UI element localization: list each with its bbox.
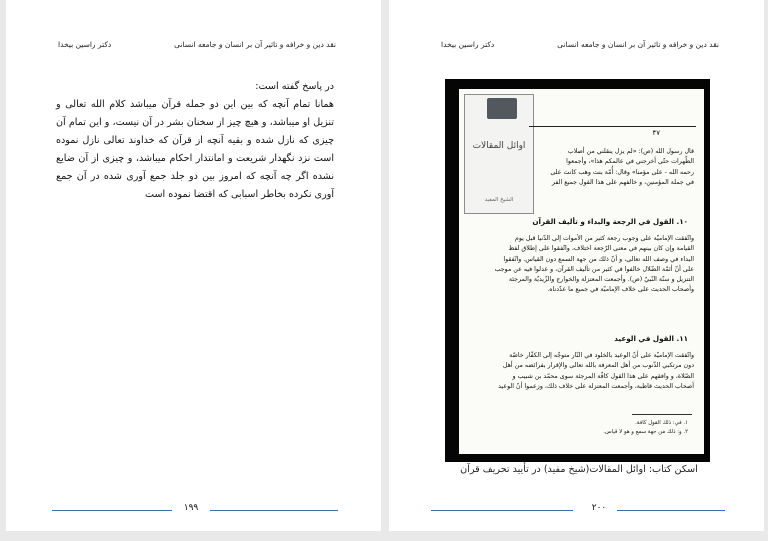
- running-header-title: نقد دین و خرافه و تاثیر آن بر انسان و جامعه انسانی: [557, 40, 719, 49]
- body-text: [56, 78, 334, 204]
- scan-footnote: ١. في: ذلك القول كافة.: [635, 420, 688, 426]
- running-header-title: نقد دین و خرافه و تاثیر آن بر انسان و جامعه انسانی: [174, 40, 336, 49]
- scan-top-text: [534, 147, 694, 188]
- scan-line: واتّفقت الإماميّة على وجوب رجعة كثير من الأموات إلى الدّنيا قبل يوم: [514, 235, 694, 242]
- scan-header-rule: [529, 126, 696, 127]
- scan-line: قال رسول الله (ص): «لم يزل ينقلني من أصلاب: [567, 148, 694, 155]
- scan-footnotes: [603, 419, 688, 437]
- book-scan-image: [445, 79, 710, 462]
- scan-heading: ١٠. القول في الرجعة والبداء و تأليف القرآن: [532, 217, 688, 226]
- scan-heading: ١١. القول في الوعيد: [614, 334, 688, 343]
- scan-line: على أنّ أئمّة الضّلال خالفوا في كثير من تأليف القرآن، و عدلوا فيه عن موجب: [494, 265, 694, 273]
- scan-line: وأصحاب الحديث على خلاف الإماميّة في جميع ما عدّدناه.: [547, 286, 694, 294]
- scan-footnote-rule: [632, 414, 692, 415]
- running-header-author: دکتر راسین بیخدا: [441, 40, 495, 49]
- book-cover-image: [464, 94, 534, 214]
- cover-emblem-icon: [487, 98, 517, 119]
- running-header-author: دکتر راسین بیخدا: [58, 40, 112, 49]
- scan-section-text: [468, 234, 694, 296]
- page-number: ۱۹۹: [183, 503, 199, 513]
- scan-paper: [459, 89, 704, 454]
- left-page: [6, 0, 381, 531]
- scan-line: رحمه الله - على مؤمنا» وقال: أُمّة بنت وهب كانت على: [550, 168, 694, 176]
- footer-rule-left: [52, 510, 172, 511]
- right-page: [389, 0, 764, 531]
- page-number: ۲۰۰: [591, 503, 607, 513]
- scan-line: الصّلاة، و وافقهم على هذا القول كافّة المرجئة سوى محمّد بن شبيب و: [512, 372, 694, 380]
- image-caption: اسکن کتاب: اوائل المقالات(شیخ مفید) در تأیید تحریف قرآن: [460, 464, 698, 475]
- scan-page-number: ۴۷: [652, 129, 660, 137]
- scan-line: في جملة المؤمنين، و خالفهم على هذا القول جميع الفر: [551, 178, 694, 186]
- footer-rule-left: [431, 510, 573, 511]
- scan-line: القيامة وإن كان بينهم في معنى الرّجعة اختلاف، واتّفقوا على إطلاق لفظ: [508, 245, 694, 253]
- footer-rule-right: [210, 510, 338, 511]
- scan-line: أصحاب الحديث قاطبة، وأجمعت المعتزلة على خلاف ذلك، وزعموا أنّ الوعيد: [498, 382, 694, 390]
- footer-rule-right: [617, 510, 725, 511]
- scan-line: دون مرتكبي الذّنوب من أهل المعرفة بالله تعالى والإقرار بفرائضه من أهل: [502, 362, 694, 370]
- cover-author: الشیخ المفید: [484, 197, 514, 203]
- scan-line: البداء في وصف الله تعالى، و أنّ ذلك من جهة السمع دون القياس. واتّفقوا: [503, 255, 694, 263]
- scan-line: واتّفقت الإماميّة على أنّ الوعيد بالخلود في النّار متوجّه إلى الكفّار خاصّة: [509, 352, 694, 359]
- cover-title: اوائل المقالات: [472, 141, 526, 151]
- scan-footnote: ٢. و: ذلك من جهة سمع و هو لا قياس.: [603, 429, 688, 435]
- scan-line: الطّهرات حتّى أخرجني في عالمكم هذا»، وأجمعوا: [566, 158, 694, 166]
- scan-line: التنزيل و سنّة النّبيّ (ص). وأجمعت المعتزلة والخوارج والزّيديّة والمرجئة: [508, 276, 694, 284]
- paragraph-intro: در پاسخ گفته است:: [255, 81, 334, 92]
- scan-section-text: [468, 351, 694, 392]
- paragraph-main: همانا تمام آنچه که بین این دو جمله قرآن میباشد کلام الله تعالی و تنزیل او میباشد، و هیچ چیز از سخنان بشر در آن نیست، و این تمام آن چیزی که نازل شده و بقیه آنچه از قرآن که خداوند تعالی نازل نموده است نزد نگهدار شریعت و امانتدار احکام میباشد، و چیزی از آن ضایع نشده اگر چه آنچه که امروز بین دو جلد جمع آوری شده در آن جمع آوری نکرده بخاطر اسبابی که اقتضا نموده است: [56, 99, 334, 200]
